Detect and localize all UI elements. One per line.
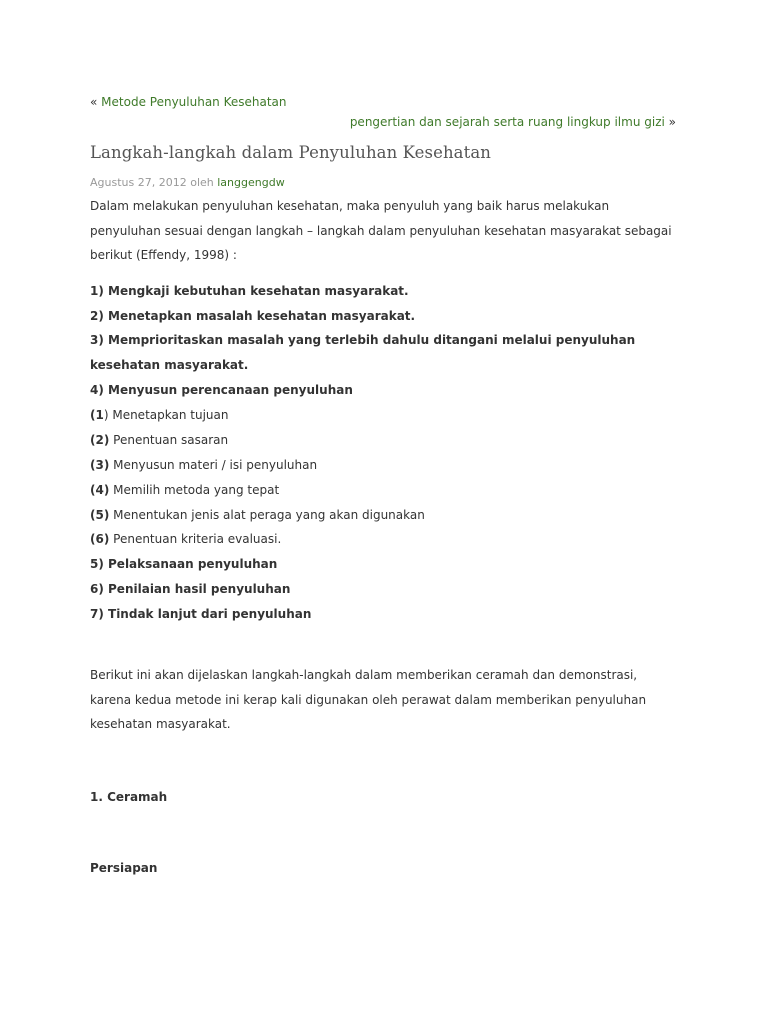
substep-5 <box>90 503 425 528</box>
step-3: 3) Memprioritaskan masalah yang terlebih dahulu ditangani melalui penyuluhan kesehatan masyarakat. <box>90 333 636 372</box>
step-5: 5) Pelaksanaan penyuluhan <box>90 557 278 571</box>
substep-2 <box>90 428 228 453</box>
next-post-nav <box>350 115 676 129</box>
substep-text: Memilih metoda yang tepat <box>109 483 280 497</box>
sub-heading-persiapan: Persiapan <box>90 861 158 875</box>
next-arrow: » <box>668 115 676 129</box>
substep-text: Penentuan kriteria evaluasi. <box>109 532 282 546</box>
post-date: Agustus 27, 2012 <box>90 176 187 189</box>
post-title: Langkah-langkah dalam Penyuluhan Kesehatan <box>90 143 492 162</box>
step-7: 7) Tindak lanjut dari penyuluhan <box>90 607 312 621</box>
substep-number: (3) <box>90 458 110 472</box>
prev-post-nav <box>90 95 287 109</box>
post-by: oleh <box>190 176 214 189</box>
intro-paragraph: Dalam melakukan penyuluhan kesehatan, maka penyuluh yang baik harus melakukan penyuluhan sesuai dengan langkah – langkah dalam penyuluhan kesehatan masyarakat sebagai berikut (Effendy, 1998) : <box>90 199 672 262</box>
substep-number: (6) <box>90 532 110 546</box>
substep-6 <box>90 527 281 552</box>
substep-number: (5) <box>90 508 110 522</box>
substep-text: Penentuan sasaran <box>109 433 229 447</box>
substep-text: Menentukan jenis alat peraga yang akan digunakan <box>109 508 425 522</box>
substep-number: (4) <box>90 483 110 497</box>
substep-3 <box>90 453 317 478</box>
substep-number: (2) <box>90 433 110 447</box>
substep-1 <box>90 403 228 428</box>
section-heading-ceramah: 1. Ceramah <box>90 790 168 804</box>
step-4: 4) Menyusun perencanaan penyuluhan <box>90 383 353 397</box>
explain-paragraph: Berikut ini akan dijelaskan langkah-langkah dalam memberikan ceramah dan demonstrasi, karena kedua metode ini kerap kali digunakan oleh perawat dalam memberikan penyuluhan kesehatan masyarakat. <box>90 668 647 731</box>
prev-post-link[interactable]: Metode Penyuluhan Kesehatan <box>101 95 287 109</box>
substep-text: Menyusun materi / isi penyuluhan <box>109 458 318 472</box>
step-2: 2) Menetapkan masalah kesehatan masyarakat. <box>90 309 416 323</box>
substep-text: ) Menetapkan tujuan <box>103 408 229 422</box>
step-1: 1) Mengkaji kebutuhan kesehatan masyarakat. <box>90 284 409 298</box>
post-meta <box>90 176 285 189</box>
substep-4 <box>90 478 279 503</box>
prev-arrow: « <box>90 95 98 109</box>
step-6: 6) Penilaian hasil penyuluhan <box>90 582 291 596</box>
post-author-link[interactable]: langgengdw <box>217 176 285 189</box>
next-post-link[interactable]: pengertian dan sejarah serta ruang lingkup ilmu gizi <box>349 115 665 129</box>
substep-number: (1 <box>90 408 104 422</box>
